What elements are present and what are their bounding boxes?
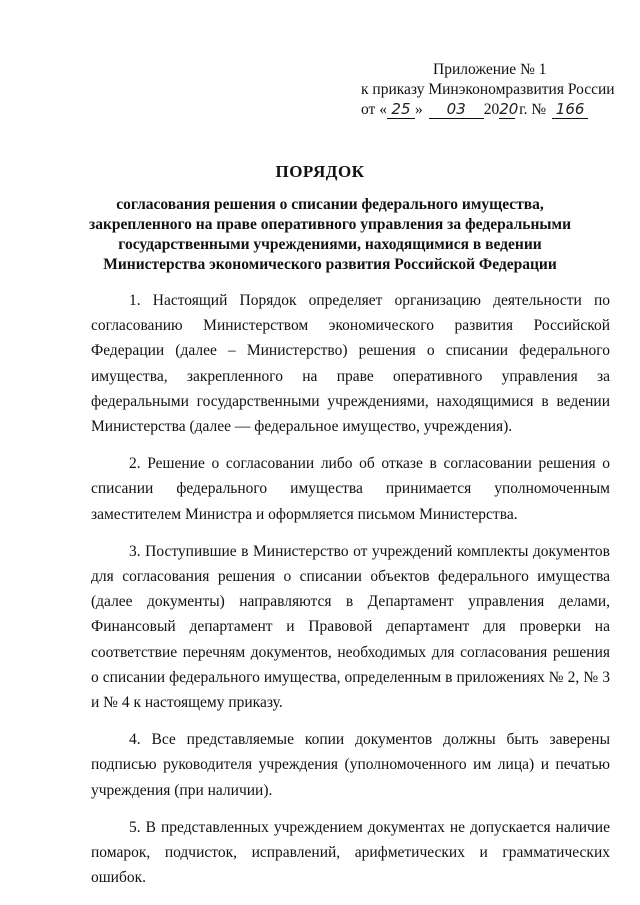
paragraph-3: 3. Поступившие в Министерство от учреждений комплекты документов для согласования решения о списании объектов федерального имущества (далее документы) направляются в Департамент управления делами, Финансовый департамент и Правовой департамент для проверки на соответствие перечням документов, необходимых для согласования решения о списании федерального имущества, определенным в приложениях № 2, № 3 и № 4 к настоящему приказу.: [91, 542, 610, 712]
appendix-title: Приложение № 1: [433, 61, 547, 78]
date-close-quote: »: [414, 101, 423, 118]
handwritten-day: 25: [387, 101, 415, 119]
document-body: [91, 288, 610, 902]
paragraph-2: 2. Решение о согласовании либо об отказе в согласовании решения о списании федерального имущества принимается уполномоченным заместителем Министра и оформляется письмом Министерства.: [91, 455, 610, 523]
appendix-order-ref: к приказу Минэкономразвития России: [361, 81, 615, 98]
handwritten-month: 03: [429, 101, 484, 119]
handwritten-year: 20: [499, 100, 519, 118]
handwritten-order-number: 166: [552, 101, 588, 119]
paragraph-5: 5. В представленных учреждением документах не допускается наличие помарок, подчисток, исправлений, арифметических и грамматических ошибок.: [91, 818, 610, 887]
paragraph-4: 4. Все представляемые копии документов должны быть заверены подписью руководителя учреждения (уполномоченного им лица) и печатью учреждения (при наличии).: [91, 731, 610, 799]
date-prefix: от «: [361, 101, 387, 118]
appendix-block: [361, 60, 621, 120]
paragraph-1: 1. Настоящий Порядок определяет организацию деятельности по согласованию Министерством экономического развития Российской Федерации (далее – Министерство) решения о списании федерального имущества, закрепленного на праве оперативного управления за федеральными государственными учреждениями, находящимися в ведении Министерства (далее — федеральное имущество, учреждения).: [91, 292, 610, 436]
year-number-label: г. №: [515, 101, 551, 118]
appendix-date-number: [361, 100, 621, 120]
document-subtitle: согласования решения о списании федерального имущества, закрепленного на праве оперативного управления за федеральными государственными учреждениями, находящимися в ведении Министерства экономического развития Российской Федерации: [89, 196, 571, 273]
document-title: ПОРЯДОК: [275, 162, 365, 181]
year-prefix: 20: [483, 101, 500, 118]
